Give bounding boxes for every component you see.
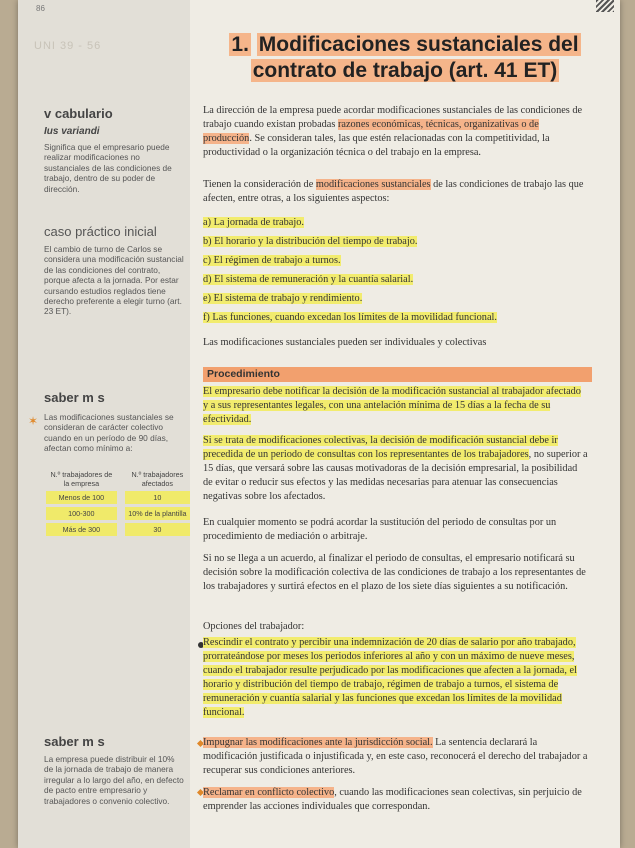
- vocabulary-term: Ius variandi: [44, 126, 100, 137]
- option-collective-conflict: Reclamar en conflicto colectivo, cuando las modificaciones sean colectivas, sin perjuicio de emprender las acciones individuales que correspondan.: [203, 787, 582, 812]
- procedure-heading: Procedimiento: [203, 367, 592, 382]
- list-item: a) La jornada de trabajo.: [203, 217, 304, 228]
- list-item: c) El régimen de trabajo a turnos.: [203, 255, 341, 266]
- paragraph-options: Opciones del trabajador:: [203, 621, 305, 632]
- table-cell: Más de 300: [46, 523, 117, 536]
- list-item: d) El sistema de remuneración y la cuantía salarial.: [203, 274, 414, 285]
- saber-mas-heading-1: saber m s: [44, 390, 105, 405]
- saber-mas-text-2: La empresa puede distribuir el 10% de la jornada de trabajo de manera irregular a lo largo del año, en defecto de pacto entre empresario y trabajadores o convenio colectivo.: [44, 754, 184, 806]
- paragraph-definition: Tienen la consideración de modificaciones sustanciales de las condiciones de trabajo las que afecten, entre otras, a los siguientes aspectos:: [203, 179, 584, 204]
- paragraph-collective: Si se trata de modificaciones colectivas, la decisión de modificación sustancial debe ir precedida de un periodo de consultas con los representantes de los trabajadores, no superior a 15 días, que versará sobre las causas motivadoras de la decisión empresarial, la posibilidad de evitar o reducir sus efectos y las medidas necesarias para atenuar las consecuencias negativas sobre los afectados.: [203, 435, 588, 502]
- vocabulary-definition: Significa que el empresario puede realizar modificaciones no sustanciales de las condiciones de trabajo, dentro de su poder de dirección.: [44, 142, 172, 194]
- table-cell: 10% de la plantilla: [125, 507, 190, 520]
- table-cell: 10: [125, 491, 190, 504]
- case-study-heading: caso práctico inicial: [44, 224, 157, 239]
- star-icon: ✶: [28, 414, 39, 428]
- paragraph-no-agreement: Si no se llega a un acuerdo, al finalizar el periodo de consultas, el empresario notificará su decisión sobre la modificación colectiva de las condiciones de trabajo a los representantes de los trabajadores y surtirá efectos en el plazo de los siete días siguientes a su notificación.: [203, 553, 586, 592]
- paragraph-types: Las modificaciones sustanciales pueden ser individuales y colectivas: [203, 337, 487, 348]
- table-row: [46, 523, 190, 536]
- table-row: [46, 491, 190, 504]
- case-study-text: El cambio de turno de Carlos se considera una modificación sustancial de las condiciones del contrato, porque afecta a la jornada. Por estar cursando estudios reglados tiene derecho preferente a elegir turno (art. 23 ET).: [44, 244, 184, 317]
- option-impugn: Impugnar las modificaciones ante la jurisdicción social. La sentencia declarará la modificación justificada o injustificada y, en este caso, reconocerá el derecho del trabajador a recuperar sus condiciones anteriores.: [203, 737, 588, 776]
- paragraph-intro: La dirección de la empresa puede acordar modificaciones sustanciales de las condiciones de trabajo cuando existan probadas razones económicas, técnicas, organizativas o de producción. Se consideran tales, las que estén relacionadas con la competitividad, la productividad o la organización técnica o del trabajo en la empresa.: [203, 105, 583, 158]
- table-header: N.º trabajadores afectados: [131, 470, 184, 488]
- sidebar: [18, 0, 190, 848]
- list-item: f) Las funciones, cuando excedan los límites de la movilidad funcional.: [203, 312, 497, 323]
- table-header: N.º trabajadores de la empresa: [50, 470, 113, 488]
- table-cell: 100-300: [46, 507, 117, 520]
- aspects-list: [203, 216, 588, 330]
- corner-mark: [596, 0, 614, 12]
- list-item: b) El horario y la distribución del tiempo de trabajo.: [203, 236, 418, 247]
- table-row: [46, 507, 190, 520]
- saber-mas-heading-2: saber m s: [44, 734, 105, 749]
- paragraph-notification: El empresario debe notificar la decisión de la modificación sustancial al trabajador afectado y a sus representantes legales, con una antelación mínima de 15 días a la fecha de su efectividad.: [203, 386, 581, 425]
- page-number: 86: [36, 4, 45, 13]
- collective-threshold-table: [46, 468, 190, 539]
- list-item: e) El sistema de trabajo y rendimiento.: [203, 293, 363, 304]
- paragraph-mediation: En cualquier momento se podrá acordar la sustitución del periodo de consultas por un procedimiento de mediación o arbitraje.: [203, 517, 557, 542]
- page-title: 1. Modificaciones sustanciales del contrato de trabajo (art. 41 ET): [231, 33, 579, 82]
- table-cell: 30: [125, 523, 190, 536]
- option-rescind: Rescindir el contrato y percibir una indemnización de 20 días de salario por año trabajado, prorrateándose por meses los periodos inferiores al año y con un máximo de nueve meses, cuando el trabajador resulte perjudicado por las modificaciones que afecten a la jornada, el horario y distribución del tiempo de trabajo, régimen de trabajo a turnos, el sistema de remuneración y cuantía salarial y las funciones que excedan los límites de la movilidad funcional.: [203, 637, 577, 718]
- saber-mas-text-1: Las modificaciones sustanciales se consideran de carácter colectivo cuando en un período de 90 días, afectan como mínimo a:: [44, 412, 174, 454]
- unit-reference: UNI 39 - 56: [34, 40, 102, 52]
- vocabulary-heading: v cabulario: [44, 106, 113, 121]
- table-cell: Menos de 100: [46, 491, 117, 504]
